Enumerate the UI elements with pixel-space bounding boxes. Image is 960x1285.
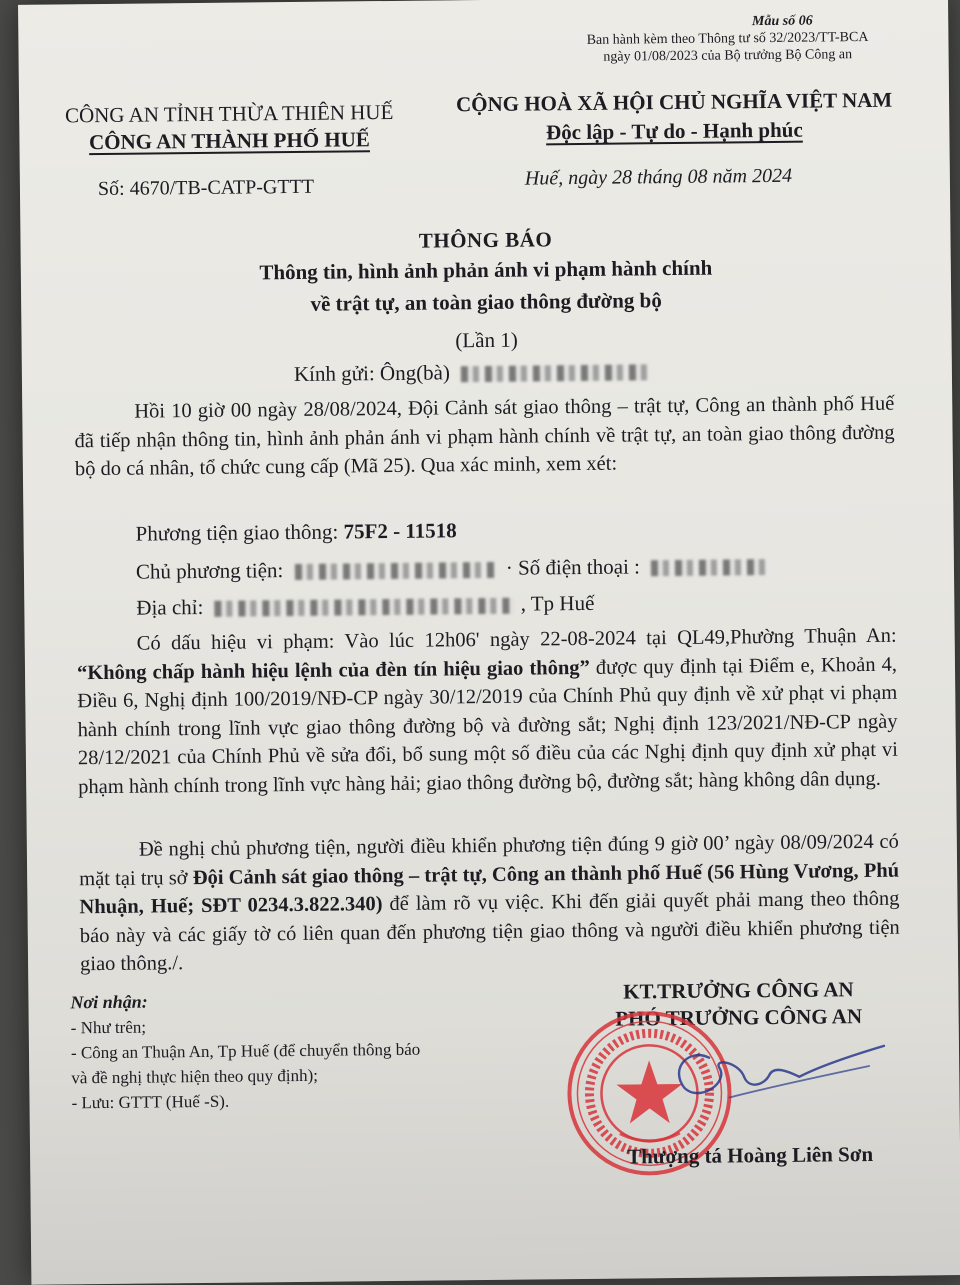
owner-line [136, 553, 777, 585]
sign-title-1: KT.TRƯỞNG CÔNG AN [623, 977, 854, 1004]
recipient-label: Kính gửi: Ông(bà) [293, 360, 451, 386]
violation-text: “Không chấp hành hiệu lệnh của đèn tín hiệu giao thông” [76, 656, 590, 684]
recipient-item: và đề nghị thực hiện theo quy định); [71, 1065, 319, 1088]
vehicle-line [135, 518, 456, 546]
sign-title-2: PHÓ TRƯỞNG CÔNG AN [615, 1004, 863, 1031]
nation-name: CỘNG HOÀ XÃ HỘI CHỦ NGHĨA VIỆT NAM [455, 87, 893, 117]
national-header [439, 86, 910, 149]
recipient-line [294, 358, 658, 387]
handwritten-signature-icon [649, 1026, 890, 1119]
document-subtitle-2: về trật tự, an toàn giao thông đường bộ [310, 288, 662, 316]
document-title: THÔNG BÁO [418, 227, 553, 253]
document-date: Huế, ngày 28 tháng 08 năm 2024 [524, 164, 793, 190]
signer-name: Thượng tá Hoàng Liên Sơn [627, 1141, 874, 1169]
document-number: Số: 4670/TB-CATP-GTTT [97, 175, 315, 201]
form-ref-line1: Ban hành kèm theo Thông tư số 32/2023/TT-BCA [586, 29, 869, 48]
document-page [18, 0, 960, 1285]
recipients-heading: Nơi nhận: [70, 991, 148, 1013]
office-address: Đội Cảnh sát giao thông – trật tự, Công an thành phố Huế (56 Hùng Vương, Phú Nhuận, Huế; SĐT 0234.3.822.340) [79, 859, 900, 919]
org-line2: CÔNG AN THÀNH PHỐ HUẾ [88, 127, 370, 155]
issuing-organization [49, 99, 410, 157]
org-line1: CÔNG AN TỈNH THỪA THIÊN HUẾ [64, 99, 394, 128]
address-label: Địa chỉ: [136, 594, 204, 620]
form-number: Mẫu số 06 [751, 13, 813, 30]
owner-label: Chủ phương tiện: [135, 558, 284, 584]
address-line [136, 591, 594, 621]
nation-motto: Độc lập - Tự do - Hạnh phúc [545, 117, 803, 145]
form-ref-line2: ngày 01/08/2023 của Bộ trưởng Bộ Công an [603, 47, 853, 65]
paragraph-request: Đề nghị chủ phương tiện, người điều khiển phương tiện đúng 9 giờ 00’ ngày 08/09/2024 có mặt tại trụ sở Đội Cảnh sát giao thông – trật tự, Công an thành phố Huế (56 Hùng Vương, Phú Nhuận, Huế; SĐT 0234.3.822.340) để làm rõ vụ việc. Khi đến giải quyết phải mang theo thông báo này và các giấy tờ có liên quan đến phương tiện giao thông và người điều khiển phương tiện giao thông./. [79, 830, 900, 976]
redacted-owner [294, 562, 494, 580]
redacted-address [215, 598, 515, 617]
recipient-item: - Công an Thuận An, Tp Huế (để chuyển thông báo [70, 1039, 421, 1063]
recipient-item: - Như trên; [70, 1017, 147, 1038]
redacted-phone [651, 559, 771, 576]
vehicle-plate: 75F2 - 11518 [343, 518, 457, 544]
recipient-item: - Lưu: GTTT (Huế -S). [71, 1091, 230, 1113]
document-subtitle-1: Thông tin, hình ảnh phản ánh vi phạm hành chính [259, 255, 713, 285]
phone-label: · Số điện thoại : [505, 554, 641, 580]
recipients-block [70, 987, 421, 1116]
form-reference [586, 12, 868, 66]
address-suffix: , Tp Huế [520, 590, 595, 616]
redacted-name [461, 364, 651, 382]
issue-number: (Lần 1) [455, 327, 518, 353]
paragraph-violation: Có dấu hiệu vi phạm: Vào lúc 12h06' ngày 22-08-2024 tại QL49,Phường Thuận An: “Không chấp hành hiệu lệnh của đèn tín hiệu giao thông” được quy định tại Điểm e, Khoản 4, Điều 6, Nghị định 100/2019/NĐ-CP ngày 30/12/2019 của Chính Phủ quy định về xử phạt vi phạm hành chính trong lĩnh vực giao thông đường bộ và đường sắt; Nghị định 123/2021/NĐ-CP ngày 28/12/2021 của Chính Phủ về sửa đổi, bổ sung một số điều của các Nghị định quy định xử phạt vi phạm hành chính trong lĩnh vực hàng hải; giao thông đường bộ, đường sắt; hàng không dân dụng. [76, 624, 898, 798]
paragraph-intro: Hồi 10 giờ 00 ngày 28/08/2024, Đội Cảnh sát giao thông – trật tự, Công an thành phố Huế đã tiếp nhận thông tin, hình ảnh phản ánh vi phạm hành chính về trật tự, an toàn giao thông đường bộ do cá nhân, tổ chức cung cấp (Mã 25). Qua xác minh, xem xét: [74, 392, 895, 481]
vehicle-label: Phương tiện giao thông: [135, 519, 344, 546]
